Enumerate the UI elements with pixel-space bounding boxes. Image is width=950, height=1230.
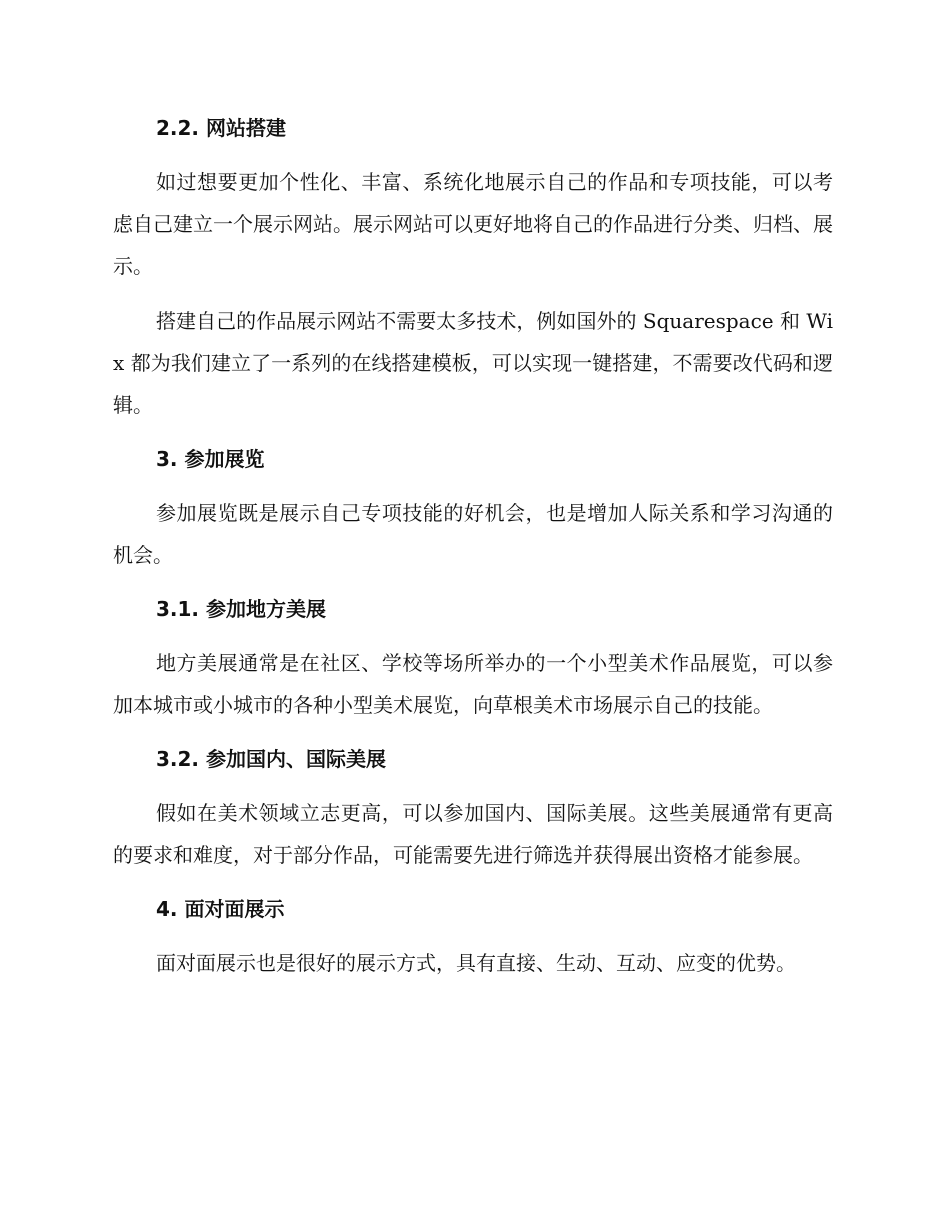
section-heading: 2.2. 网站搭建 xyxy=(156,116,286,140)
paragraph: 假如在美术领域立志更高，可以参加国内、国际美展。这些美展通常有更高的要求和难度，对于部分作品，可能需要先进行筛选并获得展出资格才能参展。 xyxy=(113,801,833,867)
section-heading: 3.1. 参加地方美展 xyxy=(156,597,326,621)
paragraph: 参加展览既是展示自己专项技能的好机会，也是增加人际关系和学习沟通的机会。 xyxy=(113,501,833,567)
section-heading: 3.2. 参加国内、国际美展 xyxy=(156,747,386,771)
paragraph: 如过想要更加个性化、丰富、系统化地展示自己的作品和专项技能，可以考虑自己建立一个展示网站。展示网站可以更好地将自己的作品进行分类、归档、展示。 xyxy=(113,170,833,278)
paragraph: 面对面展示也是很好的展示方式，具有直接、生动、互动、应变的优势。 xyxy=(156,951,796,975)
section-heading: 3. 参加展览 xyxy=(156,447,265,471)
document-body xyxy=(113,108,833,997)
paragraph: 搭建自己的作品展示网站不需要太多技术，例如国外的 Squarespace 和 Wix 都为我们建立了一系列的在线搭建模板，可以实现一键搭建，不需要改代码和逻辑。 xyxy=(113,309,833,417)
section-heading: 4. 面对面展示 xyxy=(156,897,285,921)
paragraph: 地方美展通常是在社区、学校等场所举办的一个小型美术作品展览，可以参加本城市或小城市的各种小型美术展览，向草根美术市场展示自己的技能。 xyxy=(113,651,833,717)
